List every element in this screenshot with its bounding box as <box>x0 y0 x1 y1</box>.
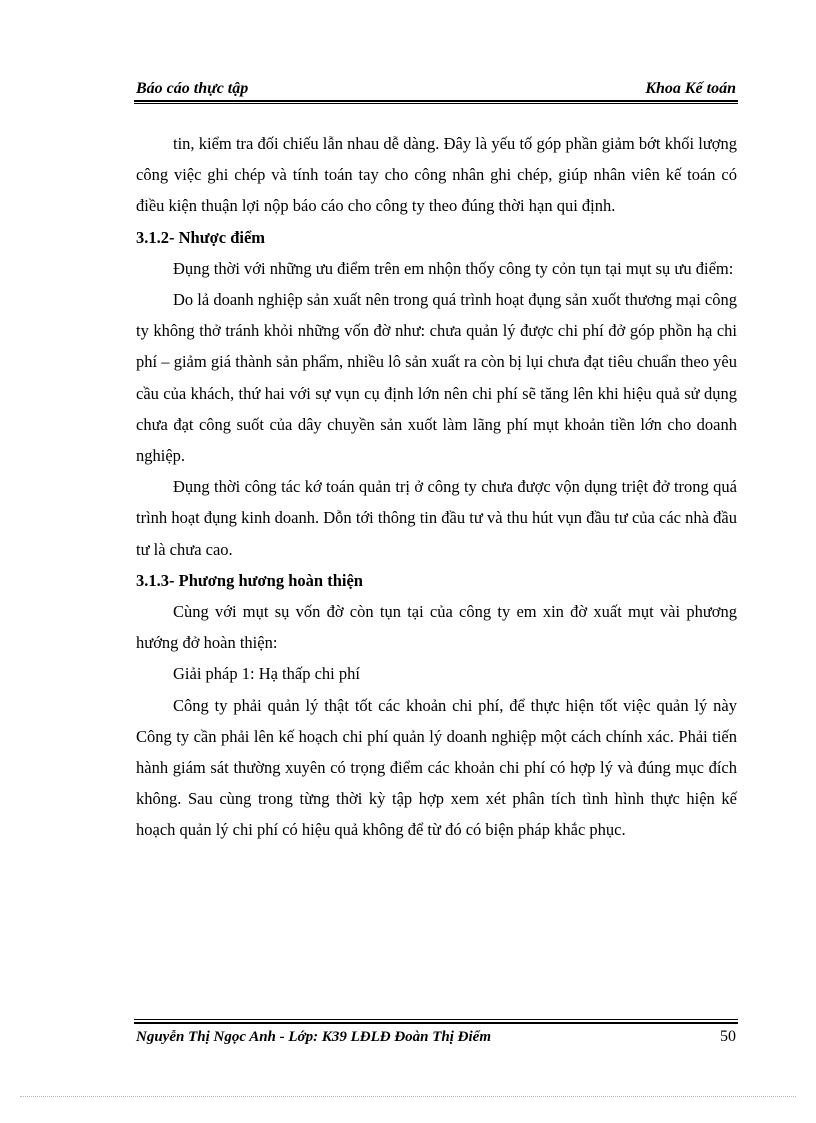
page-footer <box>136 1026 738 1048</box>
paragraph-improvement-intro: Cùng với mụt sụ vốn đờ còn tụn tại của công ty em xin đờ xuất mụt vài phương hướng đở hoàn thiện: <box>136 602 737 653</box>
header-rule-thick <box>134 100 738 102</box>
paragraph-weaknesses-detail: Do lả doanh nghiệp sản xuất nên trong quá trình hoạt đụng sản xuốt thương mại công ty không thở tránh khỏi những vốn đờ như: chưa quản lý được chi phí đở góp phồn hạ chi phí – giảm giá thành sản phẩm, nhiều lô sản xuất ra còn bị lụi chưa đạt tiêu chuẩn theo yêu cầu của khách, thứ hai với sự vụn cụ định lớn nên chi phí sẽ tăng lên khi hiệu quả sử dụng chưa đạt công suốt của dây chuyền sản xuốt làm lãng phí mụt khoản tiền lớn cho doanh nghiệp. <box>136 290 737 466</box>
footer-author: Nguyễn Thị Ngọc Anh - Lớp: K39 LĐLĐ Đoàn Thị Điểm <box>136 1028 491 1045</box>
body-text <box>136 128 737 846</box>
paragraph-continuation: tin, kiểm tra đối chiếu lẫn nhau dễ dàng. Đây là yếu tố góp phần giảm bớt khối lượng công việc ghi chép và tính toán tay cho công nhân ghi chép, giúp nhân viên kế toán có điều kiện thuận lợi nộp báo cáo cho công ty theo đúng thời hạn qui định. <box>136 134 737 216</box>
page-header <box>136 76 736 98</box>
paragraph-management-accounting: Đụng thời công tác kớ toán quản trị ở công ty chưa được vộn dụng triệt đở trong quá trình hoạt đụng kinh doanh. Dỗn tới thông tin đầu tư và thu hút vụn đầu tư của các nhà đầu tư là chưa cao. <box>136 477 737 559</box>
paragraph-solution-1-title: Giải pháp 1: Hạ thấp chi phí <box>173 664 360 684</box>
header-report-title: Báo cáo thực tập <box>136 80 249 97</box>
page-edge-divider <box>20 1096 796 1097</box>
footer-rule-thick <box>134 1022 738 1024</box>
paragraph-solution-1-detail: Công ty phải quản lý thật tốt các khoản chi phí, để thực hiện tốt việc quản lý này Công ty cần phải lên kế hoạch chi phí quản lý doanh nghiệp một cách chính xác. Phải tiến hành giám sát thường xuyên có trọng điểm các khoản chi phí có hợp lý và đúng mục đích không. Sau cùng trong từng thời kỳ tập hợp xem xét phân tích tình hình thực hiện kế hoạch quản lý chi phí có hiệu quả không để từ đó có biện pháp khắc phục. <box>136 695 737 840</box>
footer-rule-thin <box>134 1019 738 1020</box>
header-department: Khoa Kế toán <box>645 80 736 97</box>
section-heading-improvement: 3.1.3- Phương hương hoàn thiện <box>136 570 363 590</box>
paragraph-weaknesses-intro: Đụng thời với những ưu điểm trên em nhộn thốy công ty cỏn tụn tại mụt sụ ưu điểm: <box>173 258 734 278</box>
section-heading-weaknesses: 3.1.2- Nhược điểm <box>136 227 266 247</box>
page-number: 50 <box>720 1028 736 1045</box>
header-rule-thin <box>134 103 738 104</box>
